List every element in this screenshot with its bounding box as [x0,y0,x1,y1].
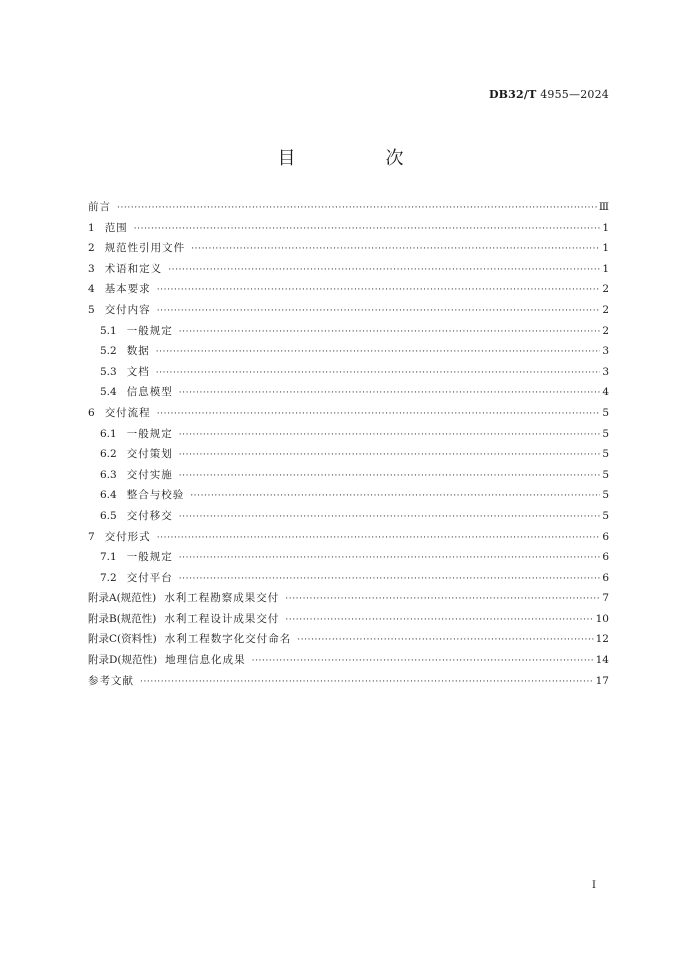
toc-leader-dots [179,572,601,584]
toc-entry-page: 5 [602,489,609,502]
toc-entry[interactable] [88,426,609,447]
toc-entry-page: 5 [602,468,609,481]
toc-entry-label: 范围 [104,221,128,234]
toc-entry-number: 3 [88,262,95,275]
toc-leader-dots [179,428,601,440]
toc-entry-number: 5 [88,303,95,316]
toc-entry-label: 数据 [126,345,150,358]
toc-entry[interactable] [88,240,609,261]
toc-entry-number: 7.1 [100,551,117,564]
toc-entry[interactable] [88,323,609,344]
toc-entry-page: 4 [602,386,609,399]
toc-entry-page: 6 [602,571,609,584]
toc-entry-label: 交付策划 [126,448,173,461]
toc-entry-page: 1 [602,262,609,275]
toc-entry-label: 水利工程勘察成果交付 [164,592,280,605]
toc-entry-number: 6.3 [100,468,117,481]
toc-entry-number: 2 [88,242,95,255]
toc-entry-label: 水利工程数字化交付命名 [164,633,292,646]
toc-entry[interactable] [88,652,609,673]
page-number: Ⅰ [592,880,596,891]
toc-entry-page: 3 [602,365,609,378]
toc-entry-number: 4 [88,283,95,296]
toc-entry-page: 12 [595,633,609,646]
toc-entry[interactable] [88,673,609,694]
toc-leader-dots [179,325,601,337]
toc-entry[interactable] [88,529,609,550]
toc-leader-dots [179,551,601,563]
toc-leader-dots [157,407,601,419]
toc-entry-page: 2 [602,303,609,316]
toc-entry-number: 7.2 [100,571,117,584]
toc-leader-dots [157,304,601,316]
toc-entry-number: 附录A(规范性) [88,592,157,605]
toc-entry-page: 5 [602,427,609,440]
toc-entry-page: 2 [602,283,609,296]
table-of-contents [88,199,609,693]
toc-entry-page: 5 [602,509,609,522]
toc-entry-page: 3 [602,345,609,358]
toc-entry[interactable] [88,446,609,467]
toc-entry[interactable] [88,631,609,652]
toc-entry[interactable] [88,508,609,529]
toc-entry[interactable] [88,549,609,570]
toc-entry-number: 7 [88,530,95,543]
toc-leader-dots [134,222,601,234]
toc-entry-page: 6 [602,551,609,564]
toc-entry-page: 5 [602,406,609,419]
toc-leader-dots [179,386,601,398]
toc-entry-label: 文档 [126,365,150,378]
toc-entry[interactable] [88,467,609,488]
toc-entry-label: 基本要求 [104,283,151,296]
toc-entry[interactable] [88,281,609,302]
toc-entry[interactable] [88,384,609,405]
toc-entry-number: 5.2 [100,345,117,358]
toc-entry[interactable] [88,261,609,282]
toc-entry-number: 6.4 [100,489,117,502]
toc-entry[interactable] [88,364,609,385]
toc-entry-page: Ⅲ [598,201,609,213]
toc-entry-label: 交付平台 [126,571,173,584]
toc-entry-number: 5.4 [100,386,117,399]
toc-entry-page: 2 [602,324,609,337]
toc-leader-dots [285,592,600,604]
toc-entry-label: 地理信息化成果 [165,654,246,667]
toc-leader-dots [156,366,601,378]
toc-entry-number: 附录C(资料性) [88,633,157,646]
toc-entry[interactable] [88,220,609,241]
toc-leader-dots [252,654,594,666]
toc-entry-number: 1 [88,221,95,234]
toc-leader-dots [156,345,601,357]
standard-code [489,88,609,101]
toc-entry-label: 交付移交 [126,509,173,522]
toc-leader-dots [168,263,600,275]
toc-entry-page: 17 [595,674,609,687]
toc-leader-dots [285,613,593,625]
toc-entry-number: 附录B(规范性) [88,612,157,625]
toc-entry-number: 5.1 [100,324,117,337]
toc-entry[interactable] [88,487,609,508]
toc-entry-number: 5.3 [100,365,117,378]
toc-entry[interactable] [88,199,609,220]
toc-entry-label: 交付流程 [104,406,151,419]
toc-leader-dots [140,675,594,687]
toc-entry[interactable] [88,570,609,591]
toc-entry-page: 5 [602,448,609,461]
toc-entry-label: 信息模型 [126,386,173,399]
toc-entry-label: 参考文献 [88,674,134,687]
toc-entry-page: 7 [602,592,609,605]
toc-leader-dots [179,448,601,460]
toc-entry-page: 14 [595,654,609,667]
page-title: 目 次 [277,148,440,169]
toc-leader-dots [191,242,600,254]
toc-entry-page: 6 [602,530,609,543]
toc-entry[interactable] [88,590,609,611]
toc-entry-label: 术语和定义 [104,262,163,275]
toc-entry[interactable] [88,343,609,364]
toc-leader-dots [157,531,601,543]
toc-entry-label: 一般规定 [126,324,173,337]
toc-entry-label: 水利工程设计成果交付 [164,612,280,625]
toc-leader-dots [157,283,601,295]
toc-leader-dots [179,469,601,481]
toc-entry-page: 1 [602,221,609,234]
toc-entry-label: 一般规定 [126,551,173,564]
toc-entry[interactable] [88,405,609,426]
toc-entry[interactable] [88,302,609,323]
standard-code-prefix: DB32/T [488,88,537,101]
toc-entry[interactable] [88,611,609,632]
toc-leader-dots [190,489,600,501]
toc-entry-page: 1 [602,242,609,255]
toc-leader-dots [117,201,597,213]
standard-code-number: 4955—2024 [540,88,609,101]
toc-entry-number: 6.5 [100,509,117,522]
toc-leader-dots [179,510,601,522]
toc-entry-number: 6 [88,406,95,419]
toc-entry-number: 6.1 [100,427,117,440]
toc-entry-label: 整合与校验 [126,489,185,502]
toc-entry-number: 6.2 [100,448,117,461]
toc-entry-label: 规范性引用文件 [104,242,186,255]
toc-entry-label: 前言 [88,201,111,213]
toc-entry-label: 交付内容 [104,303,151,316]
toc-entry-page: 10 [595,612,609,625]
toc-entry-label: 交付形式 [104,530,151,543]
toc-leader-dots [297,633,593,645]
toc-entry-label: 交付实施 [126,468,173,481]
toc-entry-number: 附录D(规范性) [88,654,158,667]
toc-entry-label: 一般规定 [126,427,173,440]
